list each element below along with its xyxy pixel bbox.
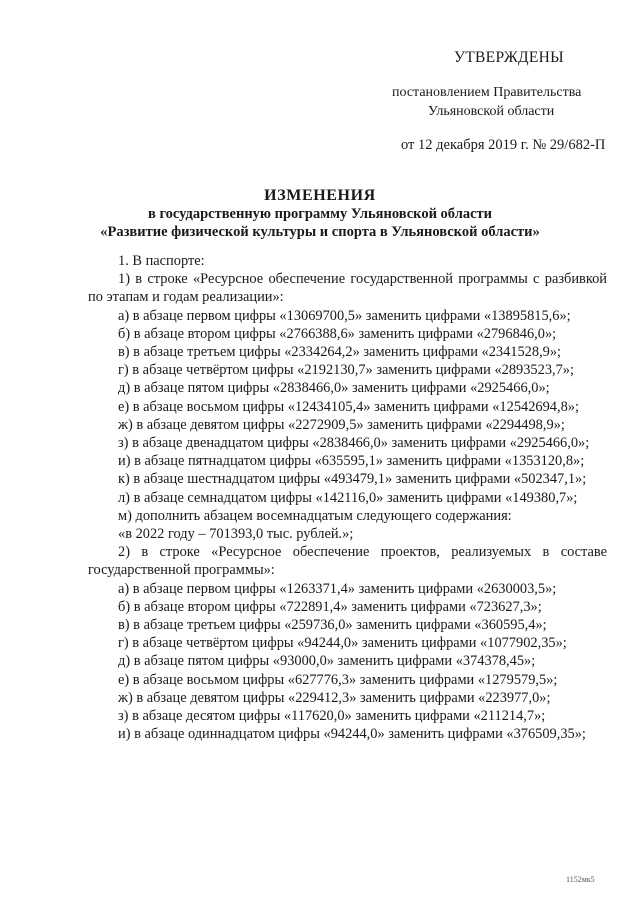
quoted-paragraph: «в 2022 году – 701393,0 тыс. рублей.»; <box>118 526 354 543</box>
subitem-paragraph: г) в абзаце четвёртом цифры «94244,0» заменить цифрами «1077902,35»; <box>118 635 567 652</box>
approval-authority: постановлением Правительства <box>392 85 582 100</box>
approval-date-number: от 12 декабря 2019 г. № 29/682-П <box>401 137 606 153</box>
footer-stamp: 1152мк5 <box>566 875 595 884</box>
subitem-paragraph: м) дополнить абзацем восемнадцатым следующего содержания: <box>118 507 512 524</box>
subitem-paragraph: з) в абзаце двенадцатом цифры «2838466,0» заменить цифрами «2925466,0»; <box>118 435 590 452</box>
subitem-paragraph: б) в абзаце втором цифры «2766388,6» заменить цифрами «2796846,0»; <box>118 325 557 342</box>
section-heading: 1. В паспорте: <box>118 253 205 269</box>
approval-region: Ульяновской области <box>428 104 555 119</box>
item-paragraph: 1) в строке «Ресурсное обеспечение государственной программы с разбивкой по этапам и годам реализации»: <box>88 271 607 306</box>
subitem-paragraph: в) в абзаце третьем цифры «259736,0» заменить цифрами «360595,4»; <box>118 617 547 634</box>
subitem-paragraph: г) в абзаце четвёртом цифры «2192130,7» заменить цифрами «2893523,7»; <box>118 362 574 379</box>
subitem-paragraph: в) в абзаце третьем цифры «2334264,2» заменить цифрами «2341528,9»; <box>118 344 562 361</box>
item-paragraph: 2) в строке «Ресурсное обеспечение проектов, реализуемых в составе государственной программы»: <box>88 544 607 579</box>
subitem-paragraph: ж) в абзаце девятом цифры «229412,3» заменить цифрами «223977,0»; <box>118 689 551 706</box>
subitem-paragraph: е) в абзаце восьмом цифры «12434105,4» заменить цифрами «12542694,8»; <box>118 398 579 415</box>
subitem-paragraph: а) в абзаце первом цифры «13069700,5» заменить цифрами «13895815,6»; <box>118 307 571 324</box>
subitem-paragraph: з) в абзаце десятом цифры «117620,0» заменить цифрами «211214,7»; <box>118 708 546 725</box>
subitem-paragraph: к) в абзаце шестнадцатом цифры «493479,1» заменить цифрами «502347,1»; <box>118 471 587 488</box>
subitem-paragraph: а) в абзаце первом цифры «1263371,4» заменить цифрами «2630003,5»; <box>118 580 557 597</box>
approval-heading: УТВЕРЖДЕНЫ <box>454 49 564 66</box>
subitem-paragraph: л) в абзаце семнадцатом цифры «142116,0» заменить цифрами «149380,7»; <box>118 489 578 506</box>
subitem-paragraph: и) в абзаце пятнадцатом цифры «635595,1» заменить цифрами «1353120,8»; <box>118 453 585 470</box>
subitem-paragraph: е) в абзаце восьмом цифры «627776,3» заменить цифрами «1279579,5»; <box>118 671 558 688</box>
subitem-paragraph: д) в абзаце пятом цифры «2838466,0» заменить цифрами «2925466,0»; <box>118 380 550 397</box>
document-subtitle-line1: в государственную программу Ульяновской области <box>147 206 492 222</box>
subitem-paragraph: д) в абзаце пятом цифры «93000,0» заменить цифрами «374378,45»; <box>118 653 536 670</box>
document-title: ИЗМЕНЕНИЯ <box>264 187 376 204</box>
subitem-paragraph: б) в абзаце втором цифры «722891,4» заменить цифрами «723627,3»; <box>118 598 542 615</box>
subitem-paragraph: ж) в абзаце девятом цифры «2272909,5» заменить цифрами «2294498,9»; <box>118 416 565 433</box>
document-subtitle-line2: «Развитие физической культуры и спорта в Ульяновской области» <box>100 224 540 240</box>
subitem-paragraph: и) в абзаце одиннадцатом цифры «94244,0» заменить цифрами «376509,35»; <box>118 726 586 743</box>
document-body <box>88 252 607 743</box>
